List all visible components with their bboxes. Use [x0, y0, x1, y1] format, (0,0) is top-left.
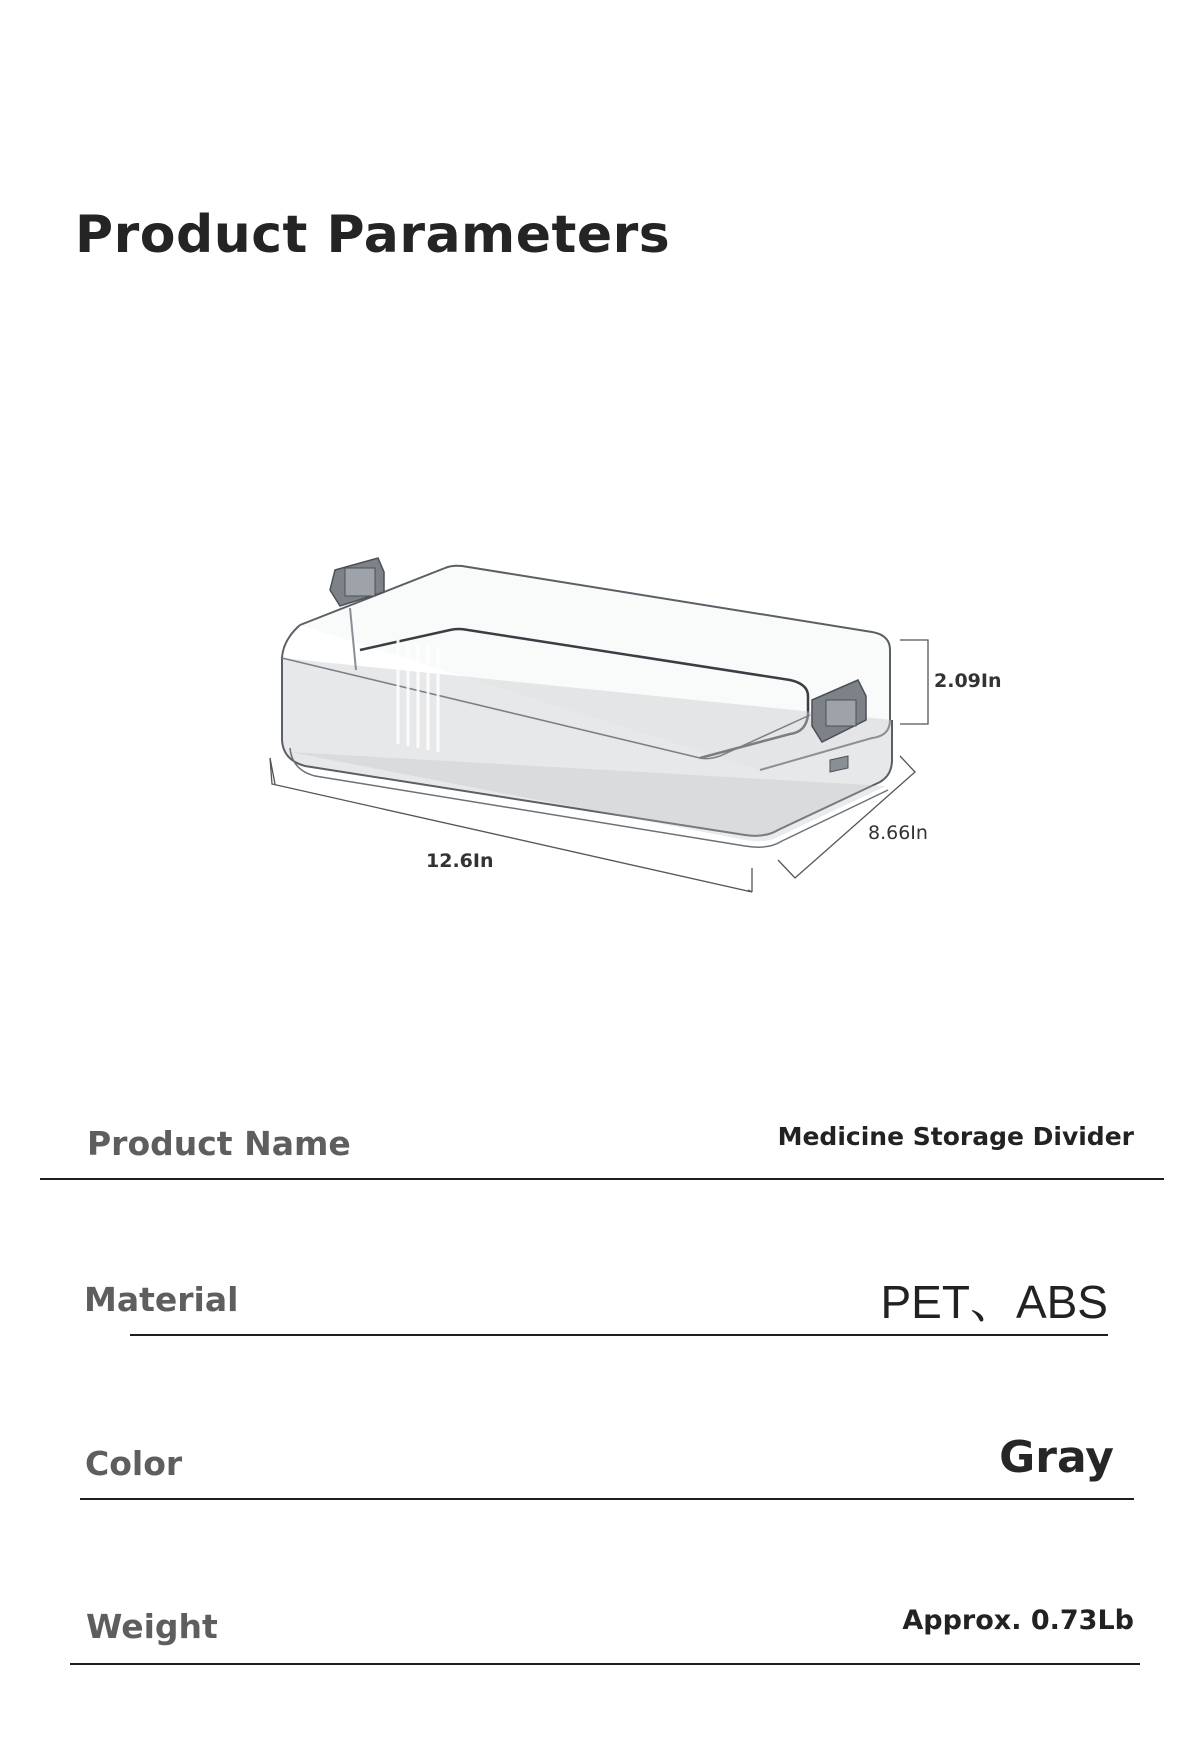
parameter-row-weight [0, 1575, 1200, 1675]
parameter-value: Approx. 0.73Lb [902, 1605, 1134, 1636]
parameter-row-material [0, 1250, 1200, 1340]
row-divider [70, 1663, 1140, 1665]
tray-illustration [0, 520, 1200, 920]
parameter-label: Weight [86, 1607, 218, 1646]
parameter-label: Product Name [87, 1124, 351, 1163]
parameter-value: Gray [999, 1432, 1114, 1483]
parameter-label: Material [84, 1280, 239, 1319]
row-divider [130, 1334, 1108, 1336]
height-dimension-label: 2.09In [934, 670, 1002, 692]
parameter-value: Medicine Storage Divider [777, 1122, 1134, 1151]
length-dimension-label: 12.6In [426, 850, 494, 872]
row-divider [40, 1178, 1164, 1180]
product-illustration [0, 520, 1200, 920]
parameter-label: Color [85, 1444, 183, 1483]
row-divider [80, 1498, 1134, 1500]
parameter-row-product-name [0, 1100, 1200, 1180]
parameter-row-color [0, 1410, 1200, 1510]
parameter-value: PET、ABS [880, 1276, 1108, 1328]
page-title: Product Parameters [75, 205, 671, 265]
width-dimension-label: 8.66In [868, 822, 928, 844]
